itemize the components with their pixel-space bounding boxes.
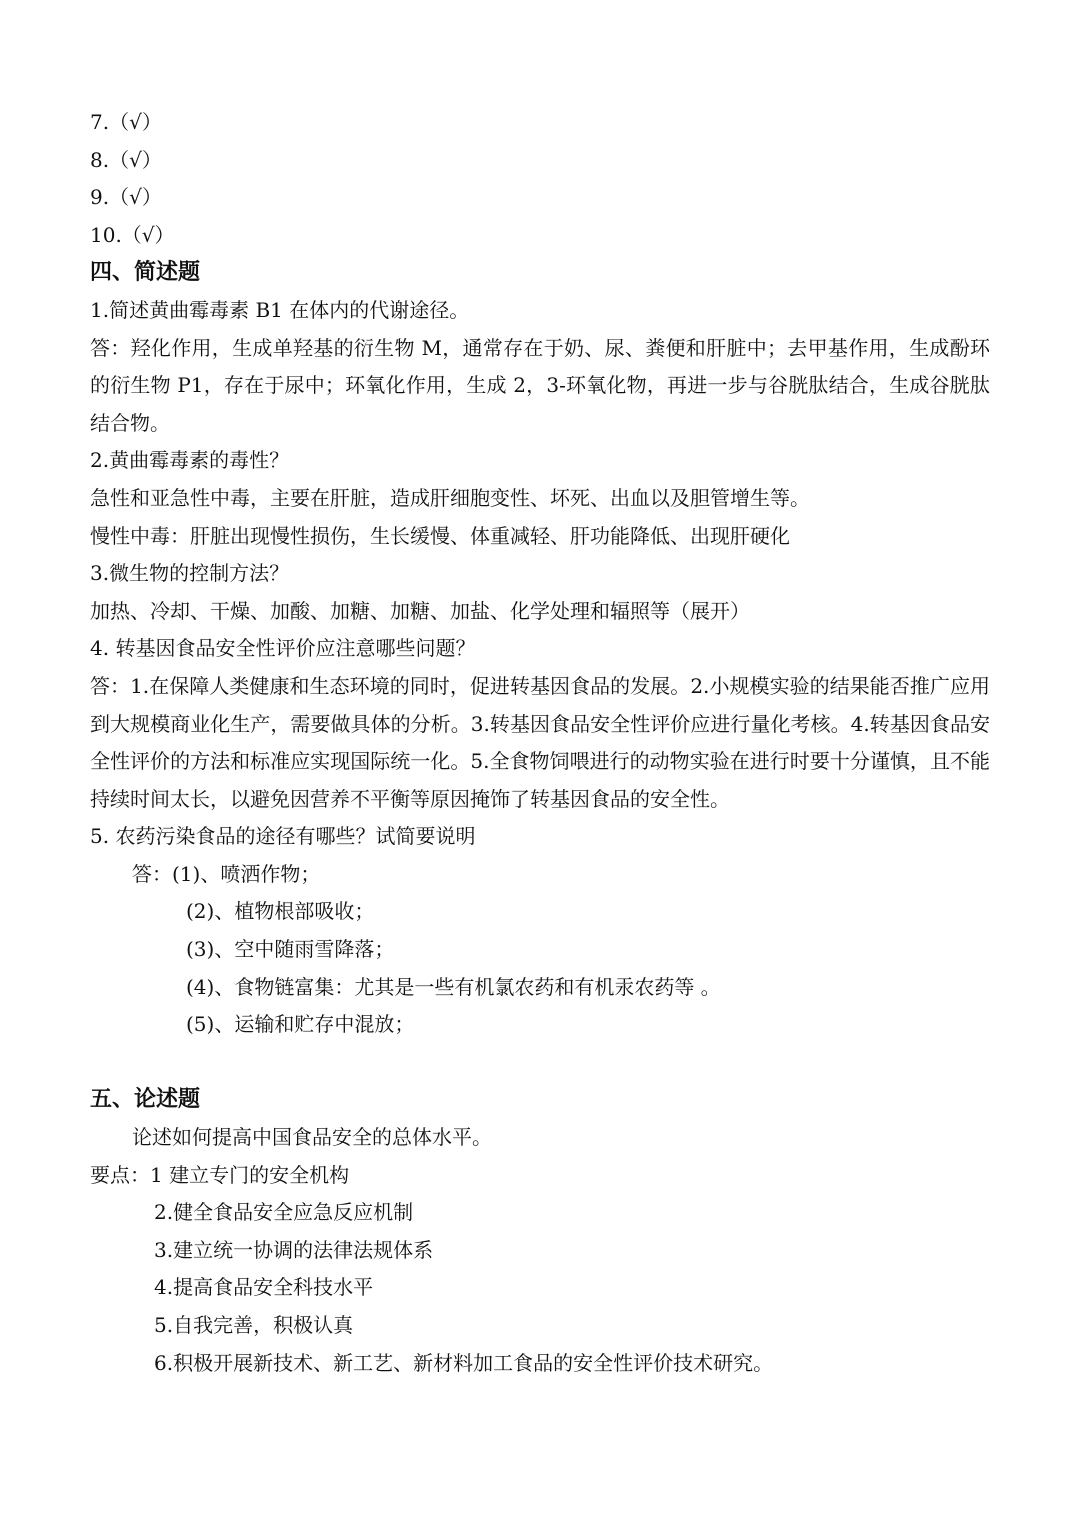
- essay-point-4: 4.提高食品安全科技水平: [154, 1275, 374, 1300]
- essay-topic: 论述如何提高中国食品安全的总体水平。: [132, 1125, 492, 1150]
- question-5: 5. 农药污染食品的途径有哪些？试简要说明: [90, 824, 476, 849]
- answer-5-item-4: (4)、食物链富集：尤其是一些有机氯农药和有机汞农药等 。: [186, 974, 721, 999]
- answer-5-item-2: (2)、植物根部吸收；: [186, 899, 375, 924]
- section-heading-essay: 五、论述题: [90, 1087, 201, 1113]
- answer-2-acute: 急性和亚急性中毒，主要在肝脏，造成肝细胞变性、坏死、出血以及胆管增生等。: [90, 485, 810, 510]
- question-4: 4. 转基因食品安全性评价应注意哪些问题？: [90, 636, 476, 661]
- answer-3: 加热、冷却、干燥、加酸、加糖、加糖、加盐、化学处理和辐照等（展开）: [90, 598, 750, 623]
- answer-2-chronic: 慢性中毒：肝脏出现慢性损伤，生长缓慢、体重减轻、肝功能降低、出现肝硬化: [90, 523, 790, 548]
- essay-point-6: 6.积极开展新技术、新工艺、新材料加工食品的安全性评价技术研究。: [154, 1350, 774, 1375]
- answer-4: 答：1.在保障人类健康和生态环境的同时，促进转基因食品的发展。2.小规模实验的结果能否推广应用到大规模商业化生产，需要做具体的分析。3.转基因食品安全性评价应进行量化考核。4.转基因食品安全性评价的方法和标准应实现国际统一化。5.全食物饲喂进行的动物实验在进行时要十分谨慎，且不能持续时间太长，以避免因营养不平衡等原因掩饰了转基因食品的安全性。: [90, 673, 990, 811]
- answer-5-item-3: (3)、空中随雨雪降落；: [186, 937, 395, 962]
- question-2: 2.黄曲霉毒素的毒性？: [90, 448, 290, 473]
- question-1: 1.简述黄曲霉毒素 B1 在体内的代谢途径。: [90, 297, 470, 322]
- judgement-answer-10: 10.（√）: [90, 222, 175, 247]
- essay-point-2: 2.健全食品安全应急反应机制: [154, 1200, 414, 1225]
- document-page: [90, 104, 990, 1382]
- judgement-answer-7: 7.（√）: [90, 110, 162, 134]
- answer-1: 答：羟化作用，生成单羟基的衍生物 M，通常存在于奶、尿、粪便和肝脏中；去甲基作用，生成酚环的衍生物 P1，存在于尿中；环氧化作用，生成 2，3-环氧化物，再进一步与谷胱肽结合，生成谷胱肽结合物。: [90, 335, 990, 435]
- question-3: 3.微生物的控制方法？: [90, 561, 290, 586]
- judgement-answer-8: 8.（√）: [90, 147, 162, 172]
- answer-5-item-1: 答：(1)、喷洒作物；: [132, 861, 321, 886]
- section-heading-short-answer: 四、简述题: [90, 260, 201, 286]
- essay-point-1: 要点：1 建立专门的安全机构: [90, 1162, 350, 1187]
- answer-5-item-5: (5)、运输和贮存中混放；: [186, 1012, 415, 1037]
- spacer: [90, 1044, 990, 1082]
- essay-point-5: 5.自我完善，积极认真: [154, 1313, 354, 1337]
- judgement-answer-9: 9.（√）: [90, 185, 162, 210]
- essay-point-3: 3.建立统一协调的法律法规体系: [154, 1237, 434, 1262]
